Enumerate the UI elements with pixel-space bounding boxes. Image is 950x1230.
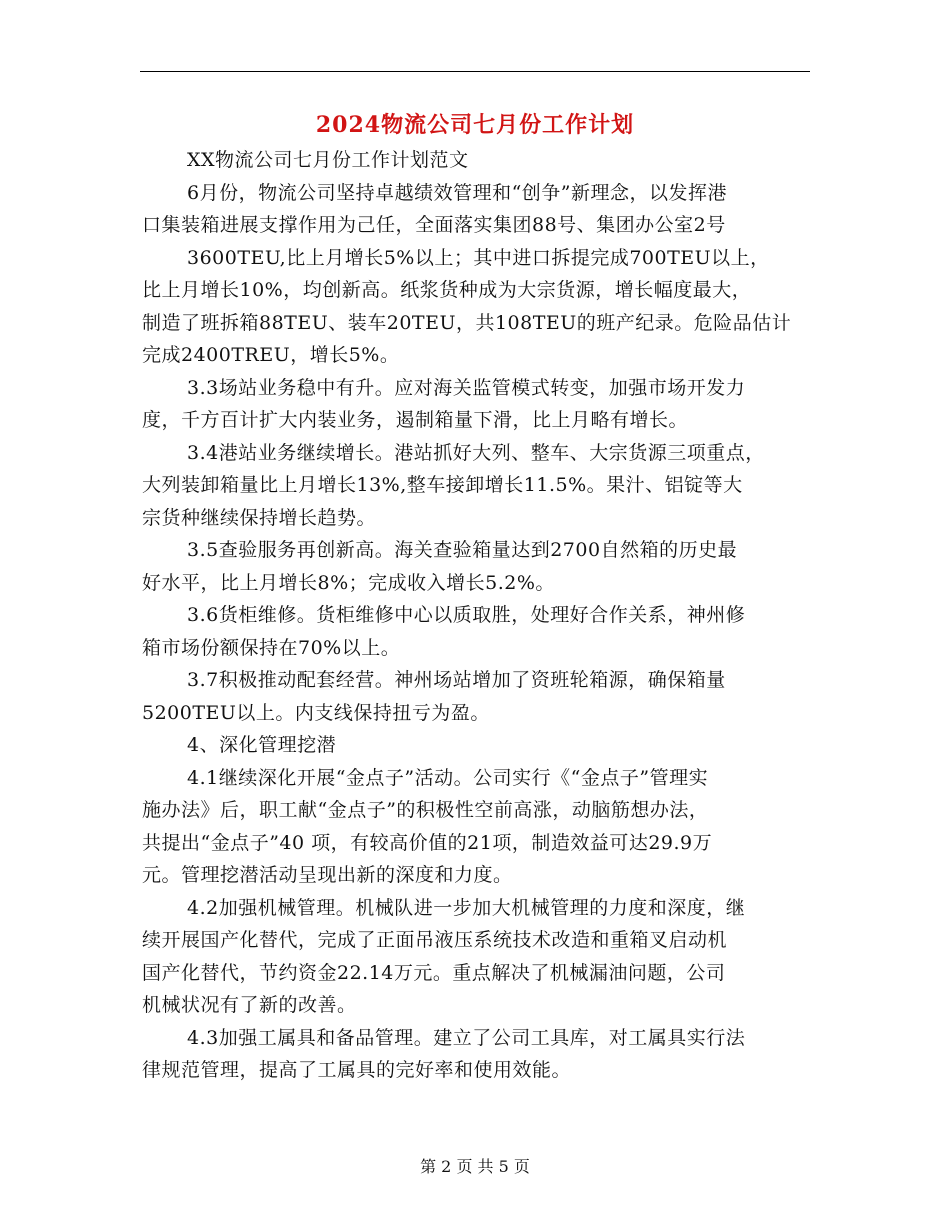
text-line: 3.5查验服务再创新高。海关查验箱量达到2700自然箱的历史最 [187,539,738,561]
text-line: 4.1继续深化开展“金点子”活动。公司实行《“金点子”管理实 [187,766,709,789]
text-line: 机械状况有了新的改善。 [142,994,357,1016]
text-line: 3.3场站业务稳中有升。应对海关监管模式转变，加强市场开发力 [187,376,746,399]
header-rule [140,71,810,72]
text-line: 元。管理挖潜活动呈现出新的深度和力度。 [142,864,513,886]
text-line: 6月份，物流公司坚持卓越绩效管理和“创争”新理念，以发挥港 [187,181,728,204]
text-line: 4、深化管理挖潜 [187,734,337,756]
text-line: 完成2400TREU，增长5%。 [142,344,400,366]
text-line: 4.2加强机械管理。机械队进一步加大机械管理的力度和深度，继 [187,896,746,919]
text-line: 制造了班拆箱88TEU、装车20TEU，共108TEU的班产纪录。危险品估计 [142,311,792,334]
text-line: 比上月增长10%，均创新高。纸浆货种成为大宗货源，增长幅度最大， [142,279,752,301]
text-line: XX物流公司七月份工作计划范文 [187,149,469,171]
text-line: 律规范管理，提高了工属具的完好率和使用效能。 [142,1059,572,1081]
text-line: 好水平，比上月增长8%；完成收入增长5.2%。 [142,571,555,594]
text-line: 3.7积极推动配套经营。神州场站增加了资班轮箱源，确保箱量 [187,669,726,691]
text-line: 口集装箱进展支撑作用为己任，全面落实集团88号、集团办公室2号 [142,214,726,236]
text-line: 3.4港站业务继续增长。港站抓好大列、整车、大宗货源三项重点， [187,441,765,464]
page-footer: 第 2 页 共 5 页 [420,1157,530,1176]
text-line: 施办法》后，职工献“金点子”的积极性空前高涨，动脑筋想办法， [142,799,709,821]
text-line: 5200TEU以上。内支线保持扭亏为盈。 [142,701,490,724]
document-body [142,144,814,1087]
document-title: 2024物流公司七月份工作计划 [315,112,635,138]
text-line: 国产化替代，节约资金22.14万元。重点解决了机械漏油问题，公司 [142,961,726,984]
text-line: 3600TEU,比上月增长5%以上；其中进口拆提完成700TEU以上， [187,246,770,269]
text-line: 共提出“金点子”40 项，有较高价值的21项，制造效益可达29.9万 [142,831,713,854]
text-line: 宗货种继续保持增长趋势。 [142,506,377,529]
text-line: 大列装卸箱量比上月增长13%,整车接卸增长11.5%。果汁、铝锭等大 [142,474,743,496]
text-line: 度，千方百计扩大内装业务，遏制箱量下滑，比上月略有增长。 [142,409,689,431]
text-line: 4.3加强工属具和备品管理。建立了公司工具库，对工属具实行法 [187,1026,746,1049]
text-line: 续开展国产化替代，完成了正面吊液压系统技术改造和重箱叉启动机 [142,929,728,951]
text-line: 箱市场份额保持在70%以上。 [142,636,401,659]
text-line: 3.6货柜维修。货柜维修中心以质取胜，处理好合作关系，神州修 [187,604,746,626]
